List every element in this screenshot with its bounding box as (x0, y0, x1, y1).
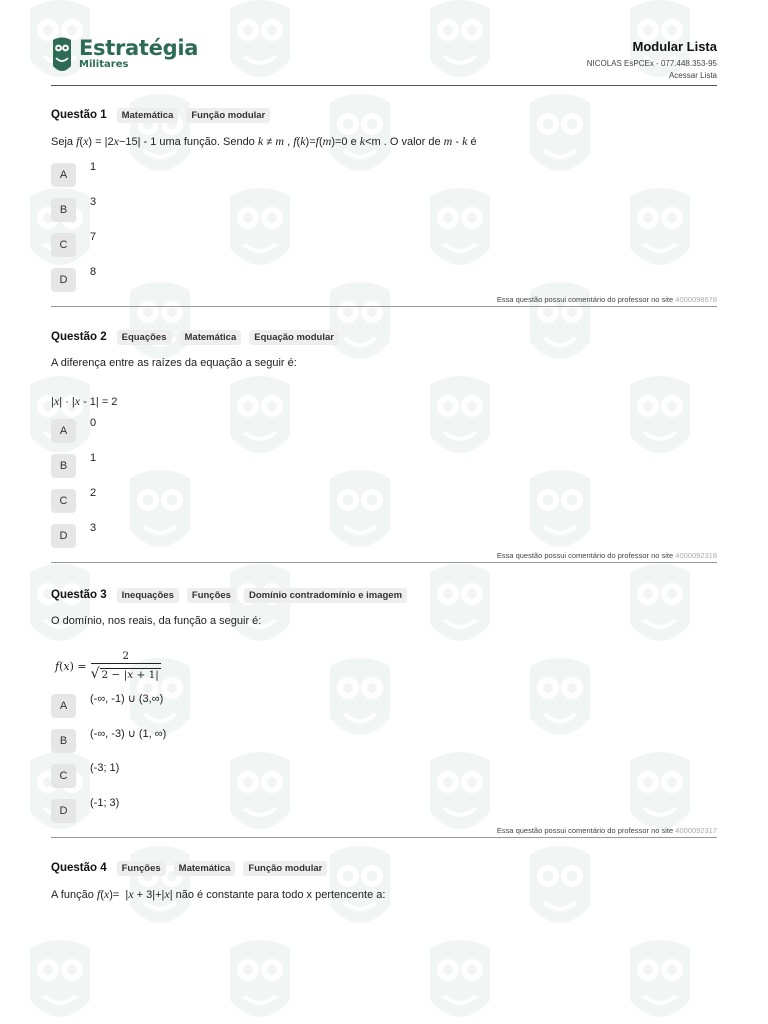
answer-option[interactable] (51, 524, 717, 549)
question-footer (51, 549, 717, 563)
question-footer (51, 293, 717, 307)
option-text: (-∞, -3) ∪ (1, ∞) (90, 728, 167, 740)
access-list-link[interactable]: Acessar Lista (668, 71, 717, 80)
question-tag: Equação modular (249, 330, 339, 345)
question-tag: Matemática (174, 861, 236, 876)
answer-option[interactable] (51, 454, 717, 489)
option-letter[interactable]: A (51, 163, 76, 187)
option-letter[interactable]: C (51, 233, 76, 257)
question-tag: Inequações (117, 588, 179, 603)
option-text: 8 (90, 266, 97, 278)
page-title: Modular Lista (632, 39, 717, 54)
professor-comment-note: Essa questão possui comentário do professor no site (496, 826, 674, 835)
owl-watermark-icon (20, 934, 100, 1024)
option-text: 1 (90, 161, 97, 173)
option-letter[interactable]: D (51, 799, 76, 823)
option-text: 2 (90, 487, 97, 499)
question-number: Questão 2 (51, 331, 107, 343)
question-4 (51, 859, 717, 902)
option-letter[interactable]: D (51, 524, 76, 548)
answer-option[interactable] (51, 419, 717, 454)
question-code[interactable]: 4000092318 (675, 551, 717, 560)
option-letter[interactable]: D (51, 268, 76, 292)
question-code[interactable]: 4000098678 (675, 295, 717, 304)
owl-watermark-icon (420, 934, 500, 1024)
question-number: Questão 4 (51, 862, 107, 874)
question-code[interactable]: 4000092317 (675, 826, 717, 835)
brand-subtitle: Militares (79, 59, 129, 70)
question-footer (51, 824, 717, 838)
option-text: 3 (90, 522, 97, 534)
question-tag: Funções (187, 588, 236, 603)
answer-option[interactable] (51, 233, 717, 268)
question-statement: A função f(x)= |x + 3|+|x| não é constante para todo x pertencente a: (51, 887, 386, 901)
question-tag: Funções (117, 861, 166, 876)
answer-option[interactable] (51, 163, 717, 198)
option-text: 1 (90, 452, 97, 464)
professor-comment-note: Essa questão possui comentário do professor no site (496, 551, 674, 560)
question-2 (51, 328, 717, 563)
question-tag: Domínio contradomínio e imagem (244, 588, 407, 603)
question-number: Questão 1 (51, 109, 107, 121)
option-letter[interactable]: A (51, 694, 76, 718)
question-statement: Seja f(x) = |2x−15| - 1 uma função. Sendo k ≠ m , f(k)=f(m)=0 e k<m . O valor de m - k é (51, 134, 477, 148)
answer-option[interactable] (51, 764, 717, 799)
option-letter[interactable]: A (51, 419, 76, 443)
option-letter[interactable]: B (51, 198, 76, 222)
option-text: (-3; 1) (90, 762, 120, 774)
option-text: (-∞, -1) ∪ (3,∞) (90, 693, 164, 705)
option-letter[interactable]: C (51, 764, 76, 788)
brand-name: Estratégia (79, 36, 199, 60)
option-letter[interactable]: B (51, 729, 76, 753)
option-text: 0 (90, 417, 97, 429)
brand-logo (51, 36, 198, 74)
function-formula: f(x) = 2 √ 2 − |x + 1| (55, 650, 159, 682)
question-3 (51, 586, 717, 838)
option-letter[interactable]: C (51, 489, 76, 513)
answer-options (51, 163, 717, 293)
option-text: 3 (90, 196, 97, 208)
question-number: Questão 3 (51, 589, 107, 601)
answer-option[interactable] (51, 694, 717, 729)
option-text: 7 (90, 231, 97, 243)
answer-options (51, 419, 717, 549)
question-statement: O domínio, nos reais, da função a seguir é: (51, 615, 262, 627)
option-text: (-1; 3) (90, 797, 120, 809)
owl-watermark-icon (220, 934, 300, 1024)
answer-option[interactable] (51, 268, 717, 293)
answer-option[interactable] (51, 729, 717, 764)
question-tag: Equações (117, 330, 172, 345)
professor-comment-note: Essa questão possui comentário do professor no site (496, 295, 674, 304)
page-header (51, 0, 717, 86)
question-1 (51, 106, 717, 307)
question-tag: Função modular (243, 861, 327, 876)
answer-option[interactable] (51, 489, 717, 524)
question-tag: Matemática (117, 108, 179, 123)
question-tag: Matemática (180, 330, 242, 345)
option-letter[interactable]: B (51, 454, 76, 478)
question-equation: |x| · |x - 1| = 2 (51, 394, 118, 408)
answer-options (51, 694, 717, 824)
owl-logo-icon (51, 36, 73, 74)
answer-option[interactable] (51, 799, 717, 824)
user-info: NICOLAS EsPCEx - 077.448.353-95 (586, 59, 717, 68)
answer-option[interactable] (51, 198, 717, 233)
question-tag: Função modular (186, 108, 270, 123)
owl-watermark-icon (620, 934, 700, 1024)
question-statement: A diferença entre as raízes da equação a seguir é: (51, 357, 297, 369)
